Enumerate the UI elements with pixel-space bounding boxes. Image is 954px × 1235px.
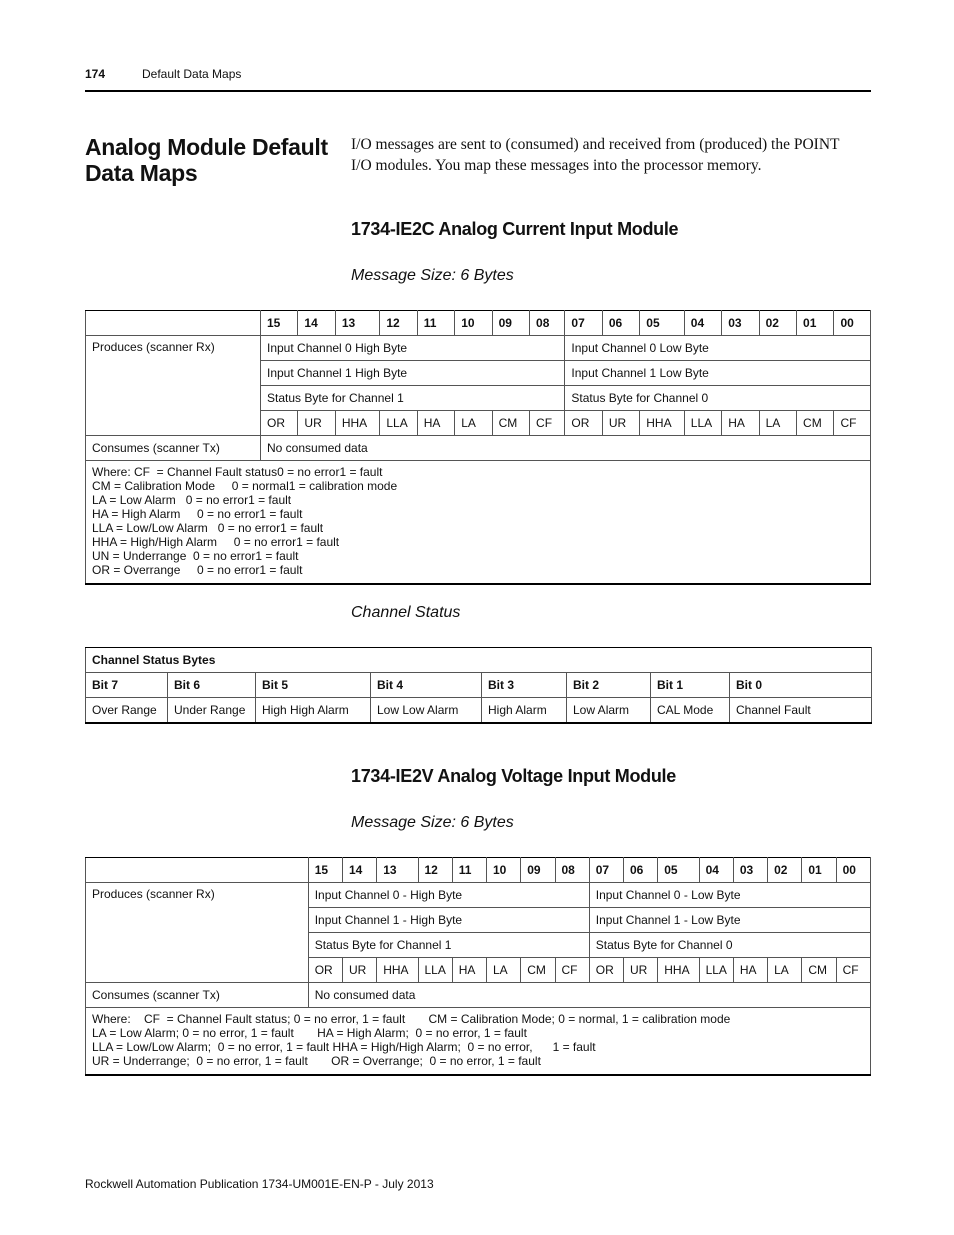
status-bit-cell: LA — [759, 411, 796, 436]
status-bit-cell: UR — [624, 958, 658, 983]
header-rule — [85, 90, 871, 92]
bit-value: Under Range — [168, 698, 256, 724]
ie2c-heading: 1734-IE2C Analog Current Input Module — [351, 219, 679, 239]
bit-number-header: 15 — [308, 858, 342, 883]
consumes-label: Consumes (scanner Tx) — [86, 983, 309, 1008]
note-line: LLA = Low/Low Alarm 0 = no error1 = fault — [92, 521, 324, 535]
status-bit-cell: LA — [455, 411, 492, 436]
note-line: LLA = Low/Low Alarm; 0 = no error, 1 = fault HHA = High/High Alarm; 0 = no error, 1 = fault — [92, 1040, 596, 1054]
header-label-cell — [86, 858, 309, 883]
status-bit-cell: CF — [530, 411, 565, 436]
bit-header-row — [86, 858, 871, 883]
bit-number-header: 04 — [684, 311, 721, 336]
ie2v-data-map-table — [85, 857, 871, 1076]
high-byte-cell: Input Channel 0 High Byte — [261, 336, 565, 361]
consumes-row — [86, 436, 871, 461]
high-byte-cell: Input Channel 1 - High Byte — [308, 908, 589, 933]
status-bit-cell: UR — [342, 958, 376, 983]
status-bit-cell: OR — [308, 958, 342, 983]
note-line: LA = Low Alarm 0 = no error1 = fault — [92, 493, 292, 507]
bit-number-header: 00 — [834, 311, 871, 336]
bit-number-header: 01 — [802, 858, 836, 883]
note-line: UN = Underrange 0 = no error1 = fault — [92, 549, 299, 563]
bit-number-header: 03 — [722, 311, 759, 336]
bit-number-header: 02 — [759, 311, 796, 336]
bit-number-header: 05 — [640, 311, 685, 336]
bit-number-header: 11 — [417, 311, 454, 336]
status-bit-cell: HHA — [335, 411, 380, 436]
status-bit-cell: LLA — [418, 958, 452, 983]
bit-number-header: 07 — [565, 311, 602, 336]
status-bit-cell: CM — [492, 411, 529, 436]
status-byte-cell: Status Byte for Channel 1 — [261, 386, 565, 411]
status-bit-cell: OR — [565, 411, 602, 436]
bit-value: Over Range — [86, 698, 168, 724]
note-line: CM = Calibration Mode 0 = normal1 = calibration mode — [92, 479, 398, 493]
bit-number-header: 07 — [589, 858, 623, 883]
status-byte-cell: Status Byte for Channel 0 — [565, 386, 871, 411]
page-title: Analog Module Default Data Maps — [85, 134, 328, 186]
bit-number-header: 06 — [624, 858, 658, 883]
status-bit-cell: LLA — [699, 958, 733, 983]
produces-label: Produces (scanner Rx) — [86, 883, 309, 983]
bit-header: Bit 7 — [86, 673, 168, 698]
low-byte-cell: Input Channel 0 Low Byte — [565, 336, 871, 361]
bit-number-header: 10 — [455, 311, 492, 336]
notes-row — [86, 1008, 871, 1076]
note-line: Where: CF = Channel Fault status; 0 = no error, 1 = fault CM = Calibration Mode; 0 = normal, 1 = calibration mode — [92, 1012, 731, 1026]
bit-value: High Alarm — [482, 698, 567, 724]
bit-value: Low Low Alarm — [371, 698, 482, 724]
bit-number-header: 13 — [335, 311, 380, 336]
channel-status-header-row — [86, 673, 872, 698]
status-bit-cell: CM — [802, 958, 836, 983]
bit-number-header: 15 — [261, 311, 298, 336]
low-byte-cell: Input Channel 0 - Low Byte — [589, 883, 870, 908]
consumes-label: Consumes (scanner Tx) — [86, 436, 261, 461]
bit-number-header: 10 — [487, 858, 521, 883]
bit-number-header: 04 — [699, 858, 733, 883]
channel-status-caption: Channel Status — [351, 604, 461, 621]
status-byte-cell: Status Byte for Channel 0 — [589, 933, 870, 958]
note-line: OR = Overrange 0 = no error1 = fault — [92, 563, 303, 577]
bit-number-header: 09 — [521, 858, 555, 883]
footer-publication: Rockwell Automation Publication 1734-UM001E-EN-P - July 2013 — [85, 1177, 434, 1191]
bit-number-header: 09 — [492, 311, 529, 336]
ie2v-caption: Message Size: 6 Bytes — [351, 814, 514, 831]
produces-row — [86, 883, 871, 908]
status-byte-cell: Status Byte for Channel 1 — [308, 933, 589, 958]
bit-header: Bit 1 — [651, 673, 730, 698]
consumes-value: No consumed data — [261, 436, 871, 461]
status-bit-cell: HHA — [640, 411, 685, 436]
note-line: UR = Underrange; 0 = no error, 1 = fault OR = Overrange; 0 = no error, 1 = fault — [92, 1054, 541, 1068]
bit-number-header: 00 — [836, 858, 870, 883]
status-bit-cell: LA — [487, 958, 521, 983]
notes-row — [86, 461, 871, 585]
channel-status-title: Channel Status Bytes — [86, 648, 872, 673]
status-bit-cell: CF — [834, 411, 871, 436]
status-bit-cell: UR — [298, 411, 335, 436]
bit-number-header: 08 — [530, 311, 565, 336]
bit-number-header: 01 — [797, 311, 834, 336]
status-bit-cell: HA — [417, 411, 454, 436]
bit-number-header: 11 — [452, 858, 486, 883]
bit-number-header: 13 — [377, 858, 418, 883]
channel-status-table — [85, 647, 872, 724]
bit-header: Bit 4 — [371, 673, 482, 698]
section-name: Default Data Maps — [142, 67, 242, 81]
note-line: HA = High Alarm 0 = no error1 = fault — [92, 507, 303, 521]
low-byte-cell: Input Channel 1 - Low Byte — [589, 908, 870, 933]
bit-value: High High Alarm — [256, 698, 371, 724]
produces-label: Produces (scanner Rx) — [86, 336, 261, 436]
status-bit-cell: HHA — [377, 958, 418, 983]
bit-number-header: 08 — [555, 858, 589, 883]
produces-row — [86, 336, 871, 361]
bit-number-header: 14 — [342, 858, 376, 883]
status-bit-cell: LLA — [684, 411, 721, 436]
note-line: LA = Low Alarm; 0 = no error, 1 = fault HA = High Alarm; 0 = no error, 1 = fault — [92, 1026, 527, 1040]
intro-paragraph: I/O messages are sent to (consumed) and received from (produced) the POINT I/O modules. You map these messages into the processor memory. — [351, 136, 840, 174]
status-bit-cell: CF — [836, 958, 870, 983]
high-byte-cell: Input Channel 0 - High Byte — [308, 883, 589, 908]
note-line: Where: CF = Channel Fault status0 = no error1 = fault — [92, 465, 383, 479]
bit-header-row — [86, 311, 871, 336]
bit-number-header: 06 — [602, 311, 639, 336]
legend-notes — [86, 1008, 871, 1076]
consumes-row — [86, 983, 871, 1008]
bit-header: Bit 2 — [567, 673, 651, 698]
consumes-value: No consumed data — [308, 983, 870, 1008]
bit-number-header: 14 — [298, 311, 335, 336]
high-byte-cell: Input Channel 1 High Byte — [261, 361, 565, 386]
status-bit-cell: LA — [768, 958, 802, 983]
bit-number-header: 05 — [658, 858, 699, 883]
status-bit-cell: HA — [452, 958, 486, 983]
page-number: 174 — [85, 67, 106, 81]
bit-value: Channel Fault — [730, 698, 872, 724]
bit-number-header: 12 — [380, 311, 417, 336]
status-bit-cell: HA — [733, 958, 767, 983]
low-byte-cell: Input Channel 1 Low Byte — [565, 361, 871, 386]
status-bit-cell: HA — [722, 411, 759, 436]
ie2c-caption: Message Size: 6 Bytes — [351, 267, 514, 284]
status-bit-cell: CM — [521, 958, 555, 983]
ie2c-data-map-table — [85, 310, 871, 585]
channel-status-title-row — [86, 648, 872, 673]
header-label-cell — [86, 311, 261, 336]
channel-status-value-row — [86, 698, 872, 724]
bit-header: Bit 3 — [482, 673, 567, 698]
bit-number-header: 12 — [418, 858, 452, 883]
status-bit-cell: UR — [602, 411, 639, 436]
status-bit-cell: LLA — [380, 411, 417, 436]
status-bit-cell: OR — [589, 958, 623, 983]
bit-header: Bit 6 — [168, 673, 256, 698]
legend-notes — [86, 461, 871, 585]
bit-value: Low Alarm — [567, 698, 651, 724]
bit-number-header: 02 — [768, 858, 802, 883]
bit-header: Bit 5 — [256, 673, 371, 698]
note-line: HHA = High/High Alarm 0 = no error1 = fault — [92, 535, 340, 549]
status-bit-cell: CM — [797, 411, 834, 436]
bit-number-header: 03 — [733, 858, 767, 883]
ie2v-heading: 1734-IE2V Analog Voltage Input Module — [351, 766, 676, 786]
status-bit-cell: CF — [555, 958, 589, 983]
bit-value: CAL Mode — [651, 698, 730, 724]
status-bit-cell: HHA — [658, 958, 699, 983]
bit-header: Bit 0 — [730, 673, 872, 698]
status-bit-cell: OR — [261, 411, 298, 436]
